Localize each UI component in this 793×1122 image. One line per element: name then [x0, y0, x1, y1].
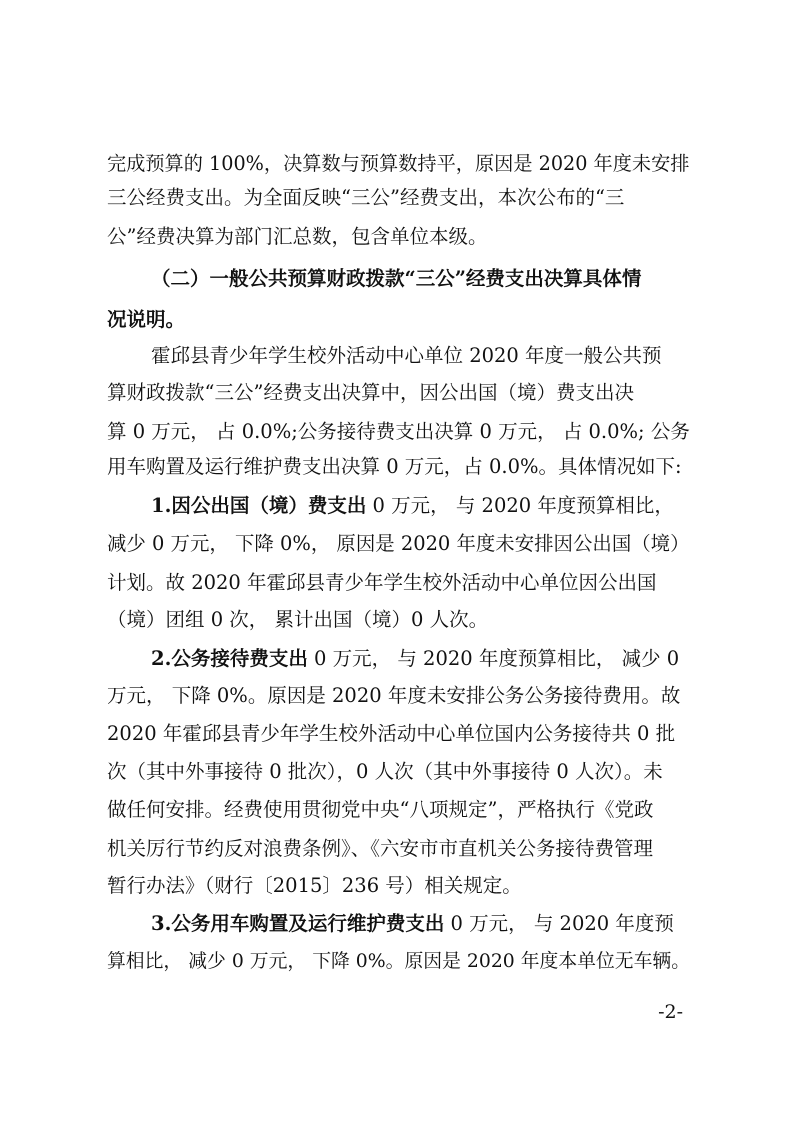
text-segment: 用车购置及运行维护费支出决算 0 万元，占 0.0%。具体情况如下: [107, 455, 682, 478]
body-line [0, 378, 793, 408]
item-line [0, 491, 793, 521]
text-segment: 算 0 万元， 占 0.0%;公务接待费支出决算 0 万元， 占 0.0%; 公务 [107, 420, 690, 443]
body-line [0, 719, 793, 749]
text-segment: 万元， 下降 0%。原因是 2020 年度未安排公务公务接待费用。故 [107, 684, 681, 707]
body-line [0, 605, 793, 635]
section-heading [0, 305, 793, 335]
body-line [0, 149, 793, 179]
text-segment: 次（其中外事接待 0 批次），0 人次（其中外事接待 0 人次）。未 [107, 760, 663, 783]
body-line [0, 417, 793, 447]
item-line [0, 644, 793, 674]
text-segment: 计划。故 2020 年霍邱县青少年学生校外活动中心单位因公出国 [107, 571, 657, 594]
section-heading [0, 264, 793, 294]
body-line [0, 757, 793, 787]
text-segment: 暂行办法》（财行〔2015〕236 号）相关规定。 [107, 874, 522, 897]
item-heading [151, 644, 679, 674]
item-title: 3.公务用车购置及运行维护费支出 [151, 912, 445, 935]
item-text: 0 万元， 与 2020 年度预算相比， 减少 0 [307, 647, 680, 670]
body-line [0, 947, 793, 977]
text-segment: 2020 年霍邱县青少年学生校外活动中心单位国内公务接待共 0 批 [107, 722, 676, 745]
text-segment: （境）团组 0 次， 累计出国（境）0 人次。 [107, 608, 489, 631]
heading-text: 况说明。 [107, 308, 186, 331]
item-heading [151, 491, 674, 521]
body-line [0, 529, 793, 559]
text-segment: 做任何安排。经费使用贯彻党中央“八项规定”，严格执行《党政 [107, 798, 654, 821]
text-segment: 机关厉行节约反对浪费条例》、《六安市市直机关公务接待费管理 [107, 837, 654, 860]
text-segment: 减少 0 万元， 下降 0%， 原因是 2020 年度未安排因公出国（境） [107, 532, 690, 555]
item-title: 1.因公出国（境）费支出 [151, 494, 367, 517]
body-line [0, 222, 793, 252]
item-heading [151, 909, 674, 939]
heading-text: （二）一般公共预算财政拨款“三公”经费支出决算具体情 [151, 267, 642, 290]
text-segment: 霍邱县青少年学生校外活动中心单位 2020 年度一般公共预 [151, 344, 662, 367]
page-number: -2- [658, 1001, 683, 1023]
text-segment: 算相比， 减少 0 万元， 下降 0%。原因是 2020 年度本单位无车辆。 [107, 951, 691, 972]
body-line [0, 795, 793, 825]
body-line [0, 183, 793, 213]
item-title: 2.公务接待费支出 [151, 647, 308, 670]
item-text: 0 万元， 与 2020 年度预 [444, 912, 674, 935]
body-line [0, 568, 793, 598]
body-line [0, 871, 793, 901]
text-segment: 公”经费决算为部门汇总数，包含单位本级。 [107, 225, 488, 248]
body-line [0, 341, 793, 371]
text-segment: 算财政拨款“三公”经费支出决算中，因公出国（境）费支出决 [107, 381, 634, 404]
body-line [0, 452, 793, 482]
body-line [0, 834, 793, 864]
body-line [0, 681, 793, 711]
item-text: 0 万元， 与 2020 年度预算相比， [366, 494, 674, 517]
text-segment: 完成预算的 100%，决算数与预算数持平，原因是 2020 年度未安排 [107, 152, 690, 175]
text-segment: 三公经费支出。为全面反映“三公”经费支出，本次公布的“三 [107, 186, 625, 209]
item-line [0, 909, 793, 939]
